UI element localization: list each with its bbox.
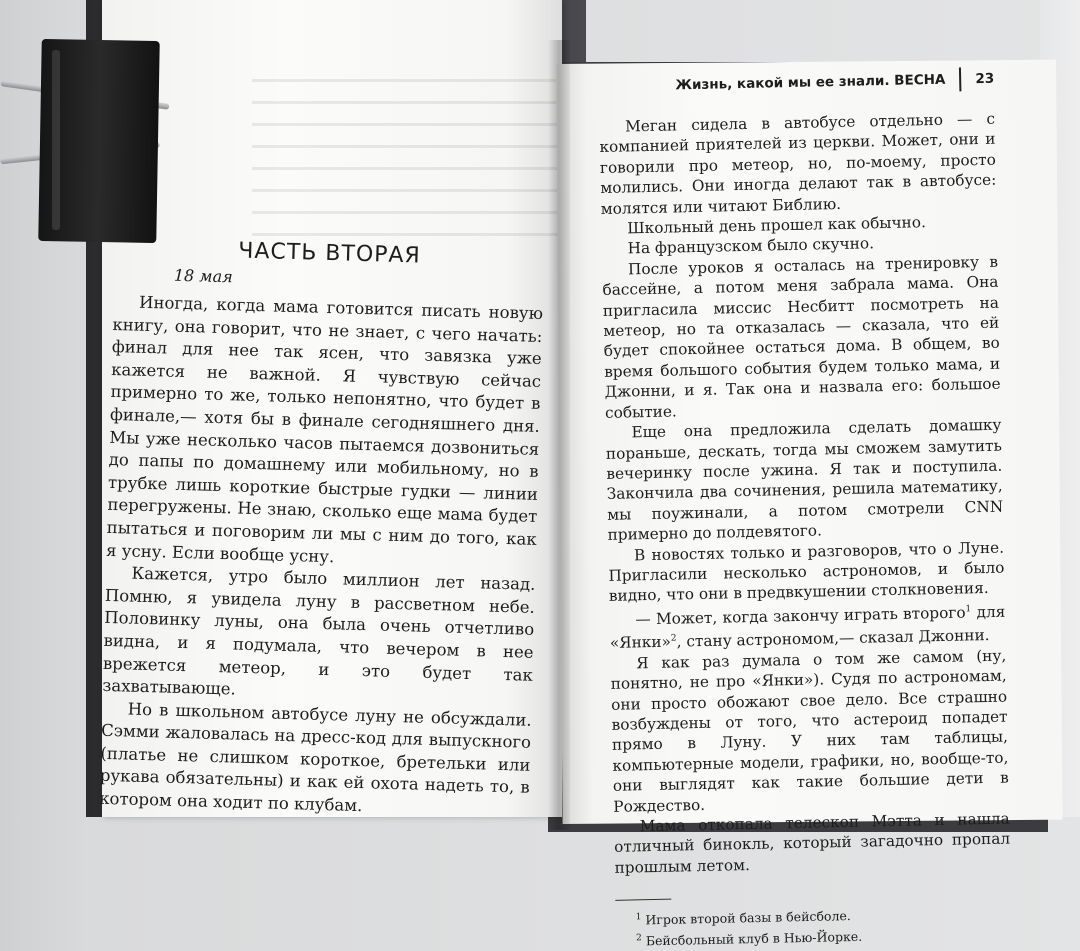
dialogue-part-2: для «Янки»: [609, 602, 1006, 653]
left-page-text: [99, 235, 545, 822]
dialogue-part-3: , стану астрономом,— сказал Джонни.: [676, 626, 990, 651]
footnote-2-number: 2: [635, 933, 642, 944]
diary-date: 18 мая: [173, 265, 233, 287]
footnote-2-text: Бейсбольный клуб в Нью-Йорке.: [645, 929, 863, 949]
footnote-1-text: Игрок второй базы в бейсболе.: [645, 908, 851, 928]
footnote-1-number: 1: [635, 912, 642, 923]
dialogue-part-1: — Может, когда закончу играть второго: [635, 603, 966, 629]
footnote-ref-1: 1: [965, 604, 972, 615]
right-paragraph-8: Мама откопала телескоп Мэтта и нашла отличный бинокль, который загадочно пропал прошлым летом.: [613, 809, 1011, 877]
footnote-rule: [615, 899, 671, 901]
right-paragraph-2: Школьный день прошел как обычно.: [627, 213, 927, 238]
running-head-divider: [959, 67, 962, 91]
right-paragraph-6: В новостях только и разговоров, что о Луне. Пригласили несколько астрономов, и было видно, что они в предвкушении столкновения.: [608, 538, 1005, 606]
dialogue-paragraph: [609, 598, 1006, 653]
left-paragraph-2: Кажется, утро было миллион лет назад. Помню, я увидела луну в рассветном небе. Половинку луны, она была очень отчетливо видна, и я подумала, что вечером в нее врежется метеор, и это будет так захватывающе.: [102, 563, 536, 699]
right-page-text: [598, 67, 1012, 951]
footnote-ref-2: 2: [670, 633, 677, 644]
binder-clip-highlight: [52, 50, 60, 230]
chapter-heading: ЧАСТЬ ВТОРАЯ: [238, 238, 422, 269]
right-paragraph-5: Еще она предложила сделать домашку пораньше, дескать, тогда мы сможем замутить вечеринку после ужина. Я так и поступила. Закончила два сочинения, решила математику, мы поужинали, а потом смотрели CNN примерно до полдевятого.: [605, 415, 1004, 545]
right-paragraph-3: На французском было скучно.: [627, 234, 875, 258]
book-gutter: [548, 40, 570, 830]
left-paragraph-1: Иногда, когда мама готовится писать новую книгу, она говорит, что не знает, с чего начать: финал для нее так ясен, что завязка уже кажется не важной. Я чувствую сейчас примерно то же, только непонятно, что будет в финале,— хотя бы в финале сегодняшнего дня. Мы уже несколько часов пытаемся дозвониться до папы по домашнему или мобильному, но в трубке лишь короткие быстрые гудки — линии перегружены. Не знаю, сколько еще мама будет пытаться и поговорим ли мы с ним до того, как я усну. Если вообще усну.: [105, 292, 544, 566]
running-head-title: Жизнь, какой мы ее знали. ВЕСНА: [675, 71, 946, 94]
page-number: 23: [975, 70, 995, 88]
left-paragraph-3: Но в школьном автобусе луну не обсуждали. Сэмми жаловалась на дресс-код для выпускного (платье не слишком короткое, бретельки или рукава обязательны) и как ей охота надеть то, в котором она ходит по клубам.: [98, 699, 532, 816]
right-paragraph-1: Меган сидела в автобусе отдельно — с компанией приятелей из церкви. Может, они и говорили про метеор, но, по-моему, просто молились. Они иногда делают так в автобусе: молятся или читают Библию.: [599, 109, 997, 218]
right-paragraph-7: Я как раз думала о том же самом (ну, понятно, не про «Янки»). Судя по астрономам, они просто обожают свое дело. Все страшно возбуждены от того, что астероид попадет прямо в Луну. У них там таблицы, компьютерные модели, графики, но, вообще-то, они выглядят как такие большие дети в Рождество.: [610, 646, 1009, 816]
right-paragraph-4: После уроков я осталась на тренировку в бассейне, а потом меня забрала мама. Она пригласила миссис Несбитт посмотреть на метеор, но та отказалась — сказала, что ей будет спокойнее остаться дома. В общем, во время большого события будем только мама, и Джонни, и я. Так она и назвала его: большое событие.: [602, 252, 1001, 422]
